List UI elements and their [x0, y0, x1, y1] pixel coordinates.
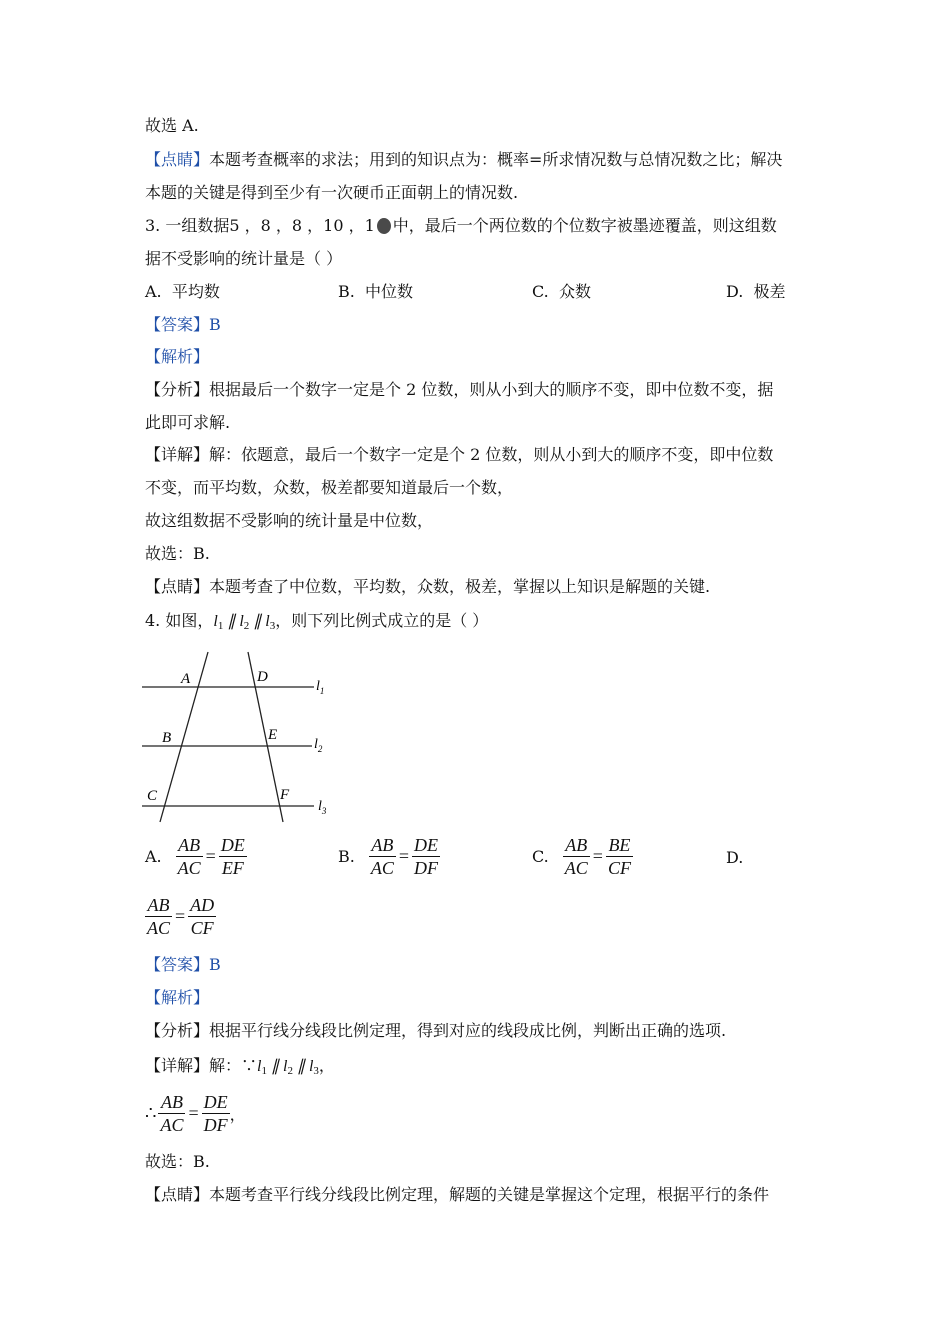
option-c: C. 众数 — [532, 282, 591, 301]
line-l1-label: $l_1$ — [316, 679, 325, 696]
text-line: 【点睛】本题考查平行线分线段比例定理，解题的关键是掌握这个定理，根据平行的条件 — [145, 1185, 770, 1204]
option-d: D. 极差 — [726, 282, 786, 301]
text-line: 故选：B. — [145, 1152, 210, 1171]
parallel-expression: $l_1$ ∥ $l_2$ ∥ $l_3$ — [213, 613, 276, 632]
q4-option-b: B. $\frac{AB}{AC}$ = $\frac{DE}{DF}$ — [338, 835, 439, 878]
point-b-label: B — [162, 730, 172, 746]
answer-label: 【答案】B — [145, 315, 221, 334]
point-d-label: D — [257, 669, 268, 685]
tag-dianjing: 【点睛】 — [145, 150, 210, 169]
text-line: 【分析】根据平行线分线段比例定理，得到对应的线段成比例，判断出正确的选项. — [145, 1021, 727, 1040]
analysis-label: 【解析】 — [145, 988, 210, 1007]
parallel-lines-figure — [140, 650, 340, 825]
text-line: 【详解】解：$\because l_1$ ∥ $l_2$ ∥ $l_3$， — [145, 1056, 335, 1077]
option-a: A. 平均数 — [145, 282, 220, 301]
text-line: 【点睛】本题考查了中位数，平均数，众数，极差，掌握以上知识是解题的关键. — [145, 577, 711, 596]
parallel-expression: $l_1$ ∥ $l_2$ ∥ $l_3$ — [257, 1058, 319, 1077]
ink-blot-icon — [377, 218, 391, 234]
question-3 — [145, 215, 777, 237]
line-l2-label: $l_2$ — [314, 737, 323, 754]
point-a-label: A — [181, 671, 191, 687]
text-line: 故选：B. — [145, 544, 210, 563]
text-line: 故选 A. — [145, 116, 199, 135]
text-line: 不变，而平均数，众数，极差都要知道最后一个数， — [145, 478, 514, 497]
analysis-label: 【解析】 — [145, 347, 210, 366]
conclusion-fraction: ∴ $\frac{AB}{AC}$ = $\frac{DE}{DF}$ ， — [145, 1092, 246, 1135]
text-line: 【分析】根据最后一个数字一定是个 2 位数，则从小到大的顺序不变，即中位数不变，据 — [145, 380, 774, 399]
question-3-stem-cont: 中，最后一个两位数的个位数字被墨迹覆盖，则这组数 — [392, 216, 777, 235]
question-4: 4. 如图，$l_1$ ∥ $l_2$ ∥ $l_3$，则下列比例式成立的是（ ） — [145, 611, 489, 632]
text-line: 【详解】解：依题意，最后一个数字一定是个 2 位数，则从小到大的顺序不变，即中位数 — [145, 445, 774, 464]
text-line: 此即可求解. — [145, 413, 231, 432]
point-c-label: C — [147, 788, 158, 804]
q4-option-d: $\frac{AB}{AC}$ = $\frac{AD}{CF}$ — [147, 895, 215, 938]
text-line — [145, 149, 782, 171]
point-e-label: E — [268, 727, 278, 743]
question-3-stem: 3. 一组数据5 ，8 ，8 ，10 ，1 — [145, 216, 375, 235]
q4-option-c: C. $\frac{AB}{AC}$ = $\frac{BE}{CF}$ — [532, 835, 631, 878]
point-f-label: F — [280, 787, 290, 803]
answer-label: 【答案】B — [145, 955, 221, 974]
q4-option-d-letter: D. — [726, 848, 744, 867]
option-b: B. 中位数 — [338, 282, 414, 301]
q4-option-a: A. $\frac{AB}{AC}$ = $\frac{DE}{EF}$ — [145, 835, 245, 878]
line-l3-label: $l_3$ — [318, 799, 327, 816]
text-line: 故这组数据不受影响的统计量是中位数， — [145, 511, 434, 530]
text-line: 据不受影响的统计量是（ ） — [145, 249, 343, 268]
text-span: 本题考查概率的求法；用到的知识点为：概率=所求情况数与总情况数之比；解决 — [209, 150, 783, 169]
text-line: 本题的关键是得到至少有一次硬币正面朝上的情况数. — [145, 183, 519, 202]
